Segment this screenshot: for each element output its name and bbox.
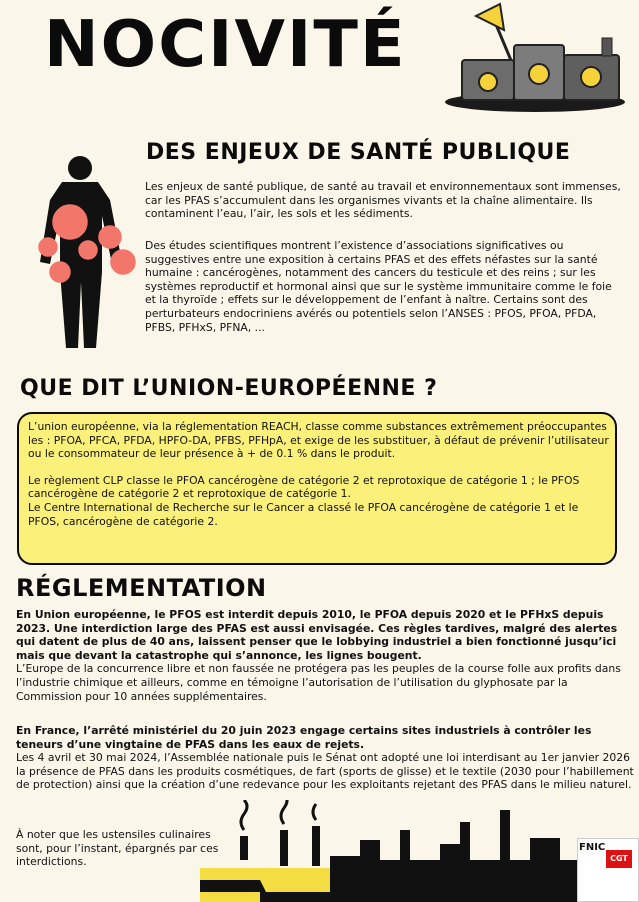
human-virus-illustration bbox=[18, 152, 143, 352]
reglementation-paragraph-2 bbox=[16, 724, 634, 792]
toxic-barrels-illustration bbox=[440, 0, 639, 120]
ue-paragraph-3: Le Centre International de Recherche sur le Cancer a classé le PFOA cancérogène de catégorie 1 et le PFOS, cancérogène de catégorie 2. bbox=[28, 500, 579, 528]
ue-paragraph-2: Le règlement CLP classe le PFOA cancérogène de catégorie 2 et reprotoxique de catégorie 1 ; le PFOS cancérogène de catégorie 2 et reprotoxique de catégorie 1. bbox=[28, 473, 580, 501]
reglementation-ue-bold: En Union européenne, le PFOS est interdit depuis 2010, le PFOA depuis 2020 et le PFHxS depuis 2023. Une interdiction large des PFAS est aussi envisagée. Ces règles tardives, malgré des alertes qui datent de plus de 40 ans, laissent penser que le lobbying industriel a bien fonctionné jusqu’ici mais que devant la catastrophe qui s’annonce, les lignes bougent. bbox=[16, 608, 618, 662]
factory-skyline-illustration bbox=[200, 800, 639, 902]
reglementation-france-bold: En France, l’arrêté ministériel du 20 juin 2023 engage certains sites industriels à contrôler les teneurs d’une vingtaine de PFAS dans les eaux de rejets. bbox=[16, 724, 592, 751]
reglementation-ue-text: L’Europe de la concurrence libre et non faussée ne protégera pas les peuples de la course folle aux profits dans l’industrie chimique et ailleurs, comme en témoigne l’autorisation de l’utilisation du glyphosate par la Commission pour 10 années supplémentaires. bbox=[16, 662, 621, 703]
section-heading-sante: DES ENJEUX DE SANTÉ PUBLIQUE bbox=[146, 140, 571, 165]
sante-paragraph-2: Des études scientifiques montrent l’existence d’associations significatives ou suggestives entre une exposition à certains PFAS et des effets néfastes sur la santé humaine : cancérogènes, notamment des cancers du testicule et des reins ; sur les systèmes reproductif et hormonal ainsi que sur le système immunitaire comme le foie et la thyroïde ; effets sur le développement de l’enfant à naître. Certains sont des perturbateurs endocriniens avérés ou potentiels selon l’ANSES : PFOS, PFOA, PFDA, PFBS, PFHxS, PFNA, ... bbox=[145, 239, 612, 334]
cgt-logo-text: CGT bbox=[606, 850, 632, 868]
sante-paragraph-1: Les enjeux de santé publique, de santé au travail et environnementaux sont immenses, car les PFAS s’accumulent dans les organismes vivants et la chaîne alimentaire. Ils contaminent l’eau, l’air, les sols et les sédiments. bbox=[145, 180, 621, 221]
reglementation-france-text: Les 4 avril et 30 mai 2024, l’Assemblée nationale puis le Sénat ont adopté une loi interdisant au 1er janvier 2026 la présence de PFAS dans les produits cosmétiques, de fart (sports de glisse) et le textile (2030 pour l’habillement de protection) ainsi que la création d’une redevance pour les exploitants rejetant des PFAS dans le milieu naturel. bbox=[16, 751, 634, 792]
page-title: NOCIVITÉ bbox=[44, 8, 407, 82]
fnic-logo-text: FNIC bbox=[579, 842, 606, 853]
ue-info-box bbox=[17, 412, 617, 565]
reglementation-paragraph-1 bbox=[16, 608, 634, 703]
reglementation-note: À noter que les ustensiles culinaires sont, pour l’instant, épargnés par ces interdictions. bbox=[16, 828, 219, 869]
ue-paragraph-1: L’union européenne, via la réglementation REACH, classe comme substances extrêmement préoccupantes les : PFOA, PFCA, PFDA, HPFO-DA, PFBS, PFHpA, et exige de les substituer, à défaut de prévenir l’utilisateur ou le consommateur de leur présence à + de 0.1 % dans le produit. bbox=[28, 420, 609, 461]
section-heading-ue: QUE DIT L’UNION-EUROPÉENNE ? bbox=[20, 376, 438, 401]
section-heading-reglementation: RÉGLEMENTATION bbox=[16, 574, 267, 602]
